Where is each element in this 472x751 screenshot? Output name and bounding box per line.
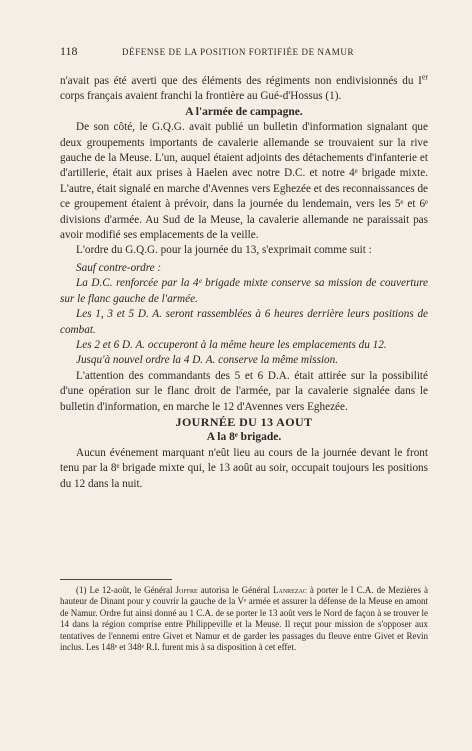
page-header	[60, 44, 442, 60]
section-heading-campagne: A l'armée de campagne.	[185, 105, 303, 118]
order-line: Les 2 et 6 D. A. occuperont à la même heure les emplacements du 12.	[76, 338, 387, 351]
subheading-8e-brigade: A la 8ᵉ brigade.	[206, 431, 282, 444]
footnote-separator	[60, 579, 172, 580]
paragraph: L'attention des commandants des 5 et 6 D.A. était attirée sur la possibilité d'une opération sur le flanc droit de l'armée, par la cavalerie signalée dans le bulletin d'information, en marche le 12 d'Avennes vers Eghezée.	[60, 369, 428, 413]
page-number: 118	[60, 44, 78, 58]
footnote-part: à porter le I C.A. de Mezières à hauteur de Dinant pour y couvrir la gauche de la Vᵉ armée et assurer la défense de la Meuse en amont de Namur. Ordre fut ainsi donné au 1 C.A. de se porter le 13 août vers le Nord de façon à se trouver le 14 dans la région comprise entre Philippeville et la Meuse. Il reçut pour mission de s'opposer aux tentatives de l'ennemi entre Givet et Namur et de garder les passages du fleuve entre Givet et Revin inclus. Les 148ᵉ et 348ᵉ R.I. furent mis à sa disposition à cet effet.	[60, 585, 428, 653]
page-body	[60, 74, 428, 492]
opening-text: n'avait pas été averti que des éléments des régiments non endivisionnés du I	[60, 75, 422, 87]
ordinal-superscript: er	[421, 72, 428, 82]
order-line: Les 1, 3 et 5 D. A. seront rassemblées à 6 heures derrière leurs positions de combat.	[60, 308, 428, 336]
order-line: Jusqu'à nouvel ordre la 4 D. A. conserve la même mission.	[76, 354, 339, 367]
paragraph: De son côté, le G.Q.G. avait publié un bulletin d'information signalant que deux groupements importants de cavalerie allemande se trouvaient sur la rive gauche de la Meuse. L'un, auquel étaient adjoints des détachements d'infanterie et d'artillerie, était aux prises à Haelen avec notre D.C. et notre 4ᵉ brigade mixte. L'autre, était signalé en marche d'Avennes vers Eghezée et des reconnaissances de ce groupement étaient à prévoir, dans la journée du lendemain, vers les 5ᵉ et 6ᵉ divisions d'armée. Au Sud de la Meuse, la cavalerie allemande ne paraissait pas avoir modifié ses emplacements de la veille.	[60, 121, 428, 242]
running-title: DÉFENSE DE LA POSITION FORTIFIÉE DE NAMUR	[122, 47, 355, 57]
opening-paragraph	[60, 74, 428, 105]
footnote-name-joffre: Joffre	[175, 585, 198, 595]
order-line: Sauf contre-ordre :	[76, 261, 162, 274]
order-line: La D.C. renforcée par la 4ᵉ brigade mixte conserve sa mission de couverture sur le flanc gauche de l'armée.	[60, 277, 428, 305]
paragraph: Aucun événement marquant n'eût lieu au cours de la journée devant le front tenu par la 8ᵉ brigade mixte qui, le 13 août au soir, occupait toujours les positions du 12 dans la nuit.	[60, 446, 428, 490]
footnote-part: autorisa le Général	[197, 585, 274, 595]
footnote-name-lanrezac: Lanrezac	[273, 585, 307, 595]
paragraph: L'ordre du G.Q.G. pour la journée du 13, s'exprimait comme suit :	[76, 244, 372, 257]
footnote	[60, 585, 428, 653]
footnote-part: (1) Le 12-août, le Général	[76, 585, 176, 595]
section-heading-journee: JOURNÉE DU 13 AOUT	[175, 414, 313, 429]
gqg-order-quote	[60, 261, 428, 369]
footnote-text	[60, 585, 428, 653]
opening-text-end: corps français avaient franchi la frontière au Gué-d'Hossus (1).	[60, 90, 342, 103]
